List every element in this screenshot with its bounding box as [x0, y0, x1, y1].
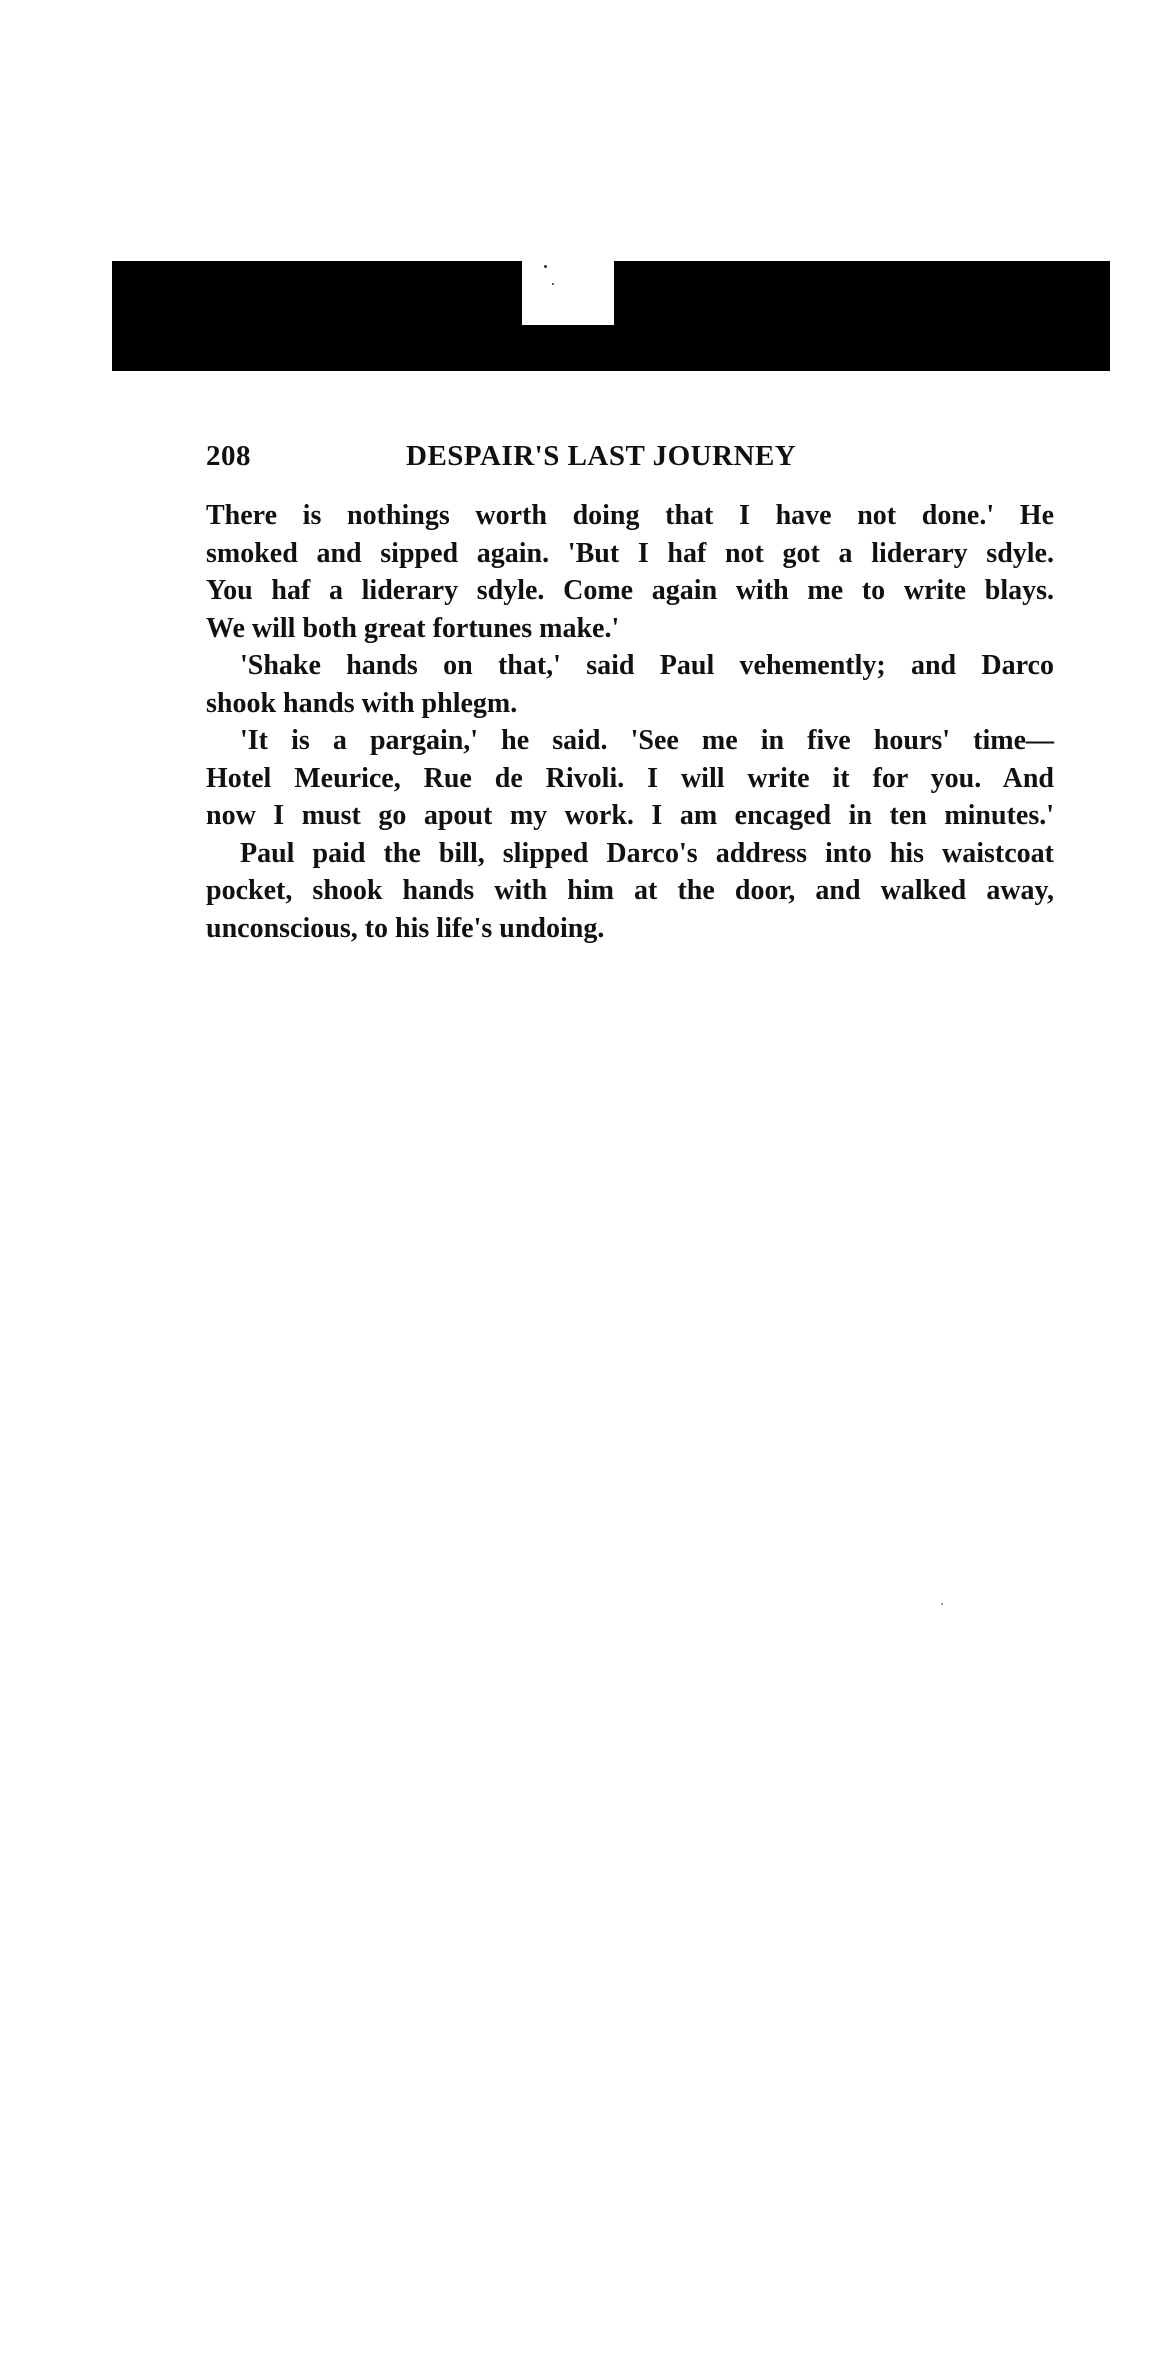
- running-head: [206, 440, 1054, 480]
- scan-stray-dot: [941, 1603, 943, 1605]
- text-line: unconscious, to his life's undoing.: [206, 912, 605, 944]
- text-line: Hotel Meurice, Rue de Rivoli. I will write it for you. And: [206, 762, 1054, 794]
- page-number: 208: [206, 440, 251, 472]
- body-text: [206, 497, 1054, 947]
- scan-paper-notch: [522, 261, 614, 325]
- text-line: now I must go apout my work. I am encaged in ten minutes.': [206, 800, 1054, 831]
- scan-speck: [552, 283, 554, 285]
- text-line: 'It is a pargain,' he said. 'See me in five hours' time—: [240, 725, 1054, 756]
- text-line: shook hands with phlegm.: [206, 687, 518, 719]
- text-line: We will both great fortunes make.': [206, 612, 620, 644]
- text-line: You haf a liderary sdyle. Come again with me to write blays.: [206, 575, 1054, 606]
- text-line: 'Shake hands on that,' said Paul vehemently; and Darco: [240, 650, 1054, 681]
- running-title: DESPAIR'S LAST JOURNEY: [406, 440, 797, 472]
- text-line: smoked and sipped again. 'But I haf not got a liderary sdyle.: [206, 537, 1054, 569]
- text-line: Paul paid the bill, slipped Darco's address into his waistcoat: [240, 837, 1054, 869]
- text-line: There is nothings worth doing that I have not done.' He: [206, 500, 1054, 531]
- text-line: pocket, shook hands with him at the door, and walked away,: [206, 875, 1054, 906]
- scan-speck: [544, 265, 547, 268]
